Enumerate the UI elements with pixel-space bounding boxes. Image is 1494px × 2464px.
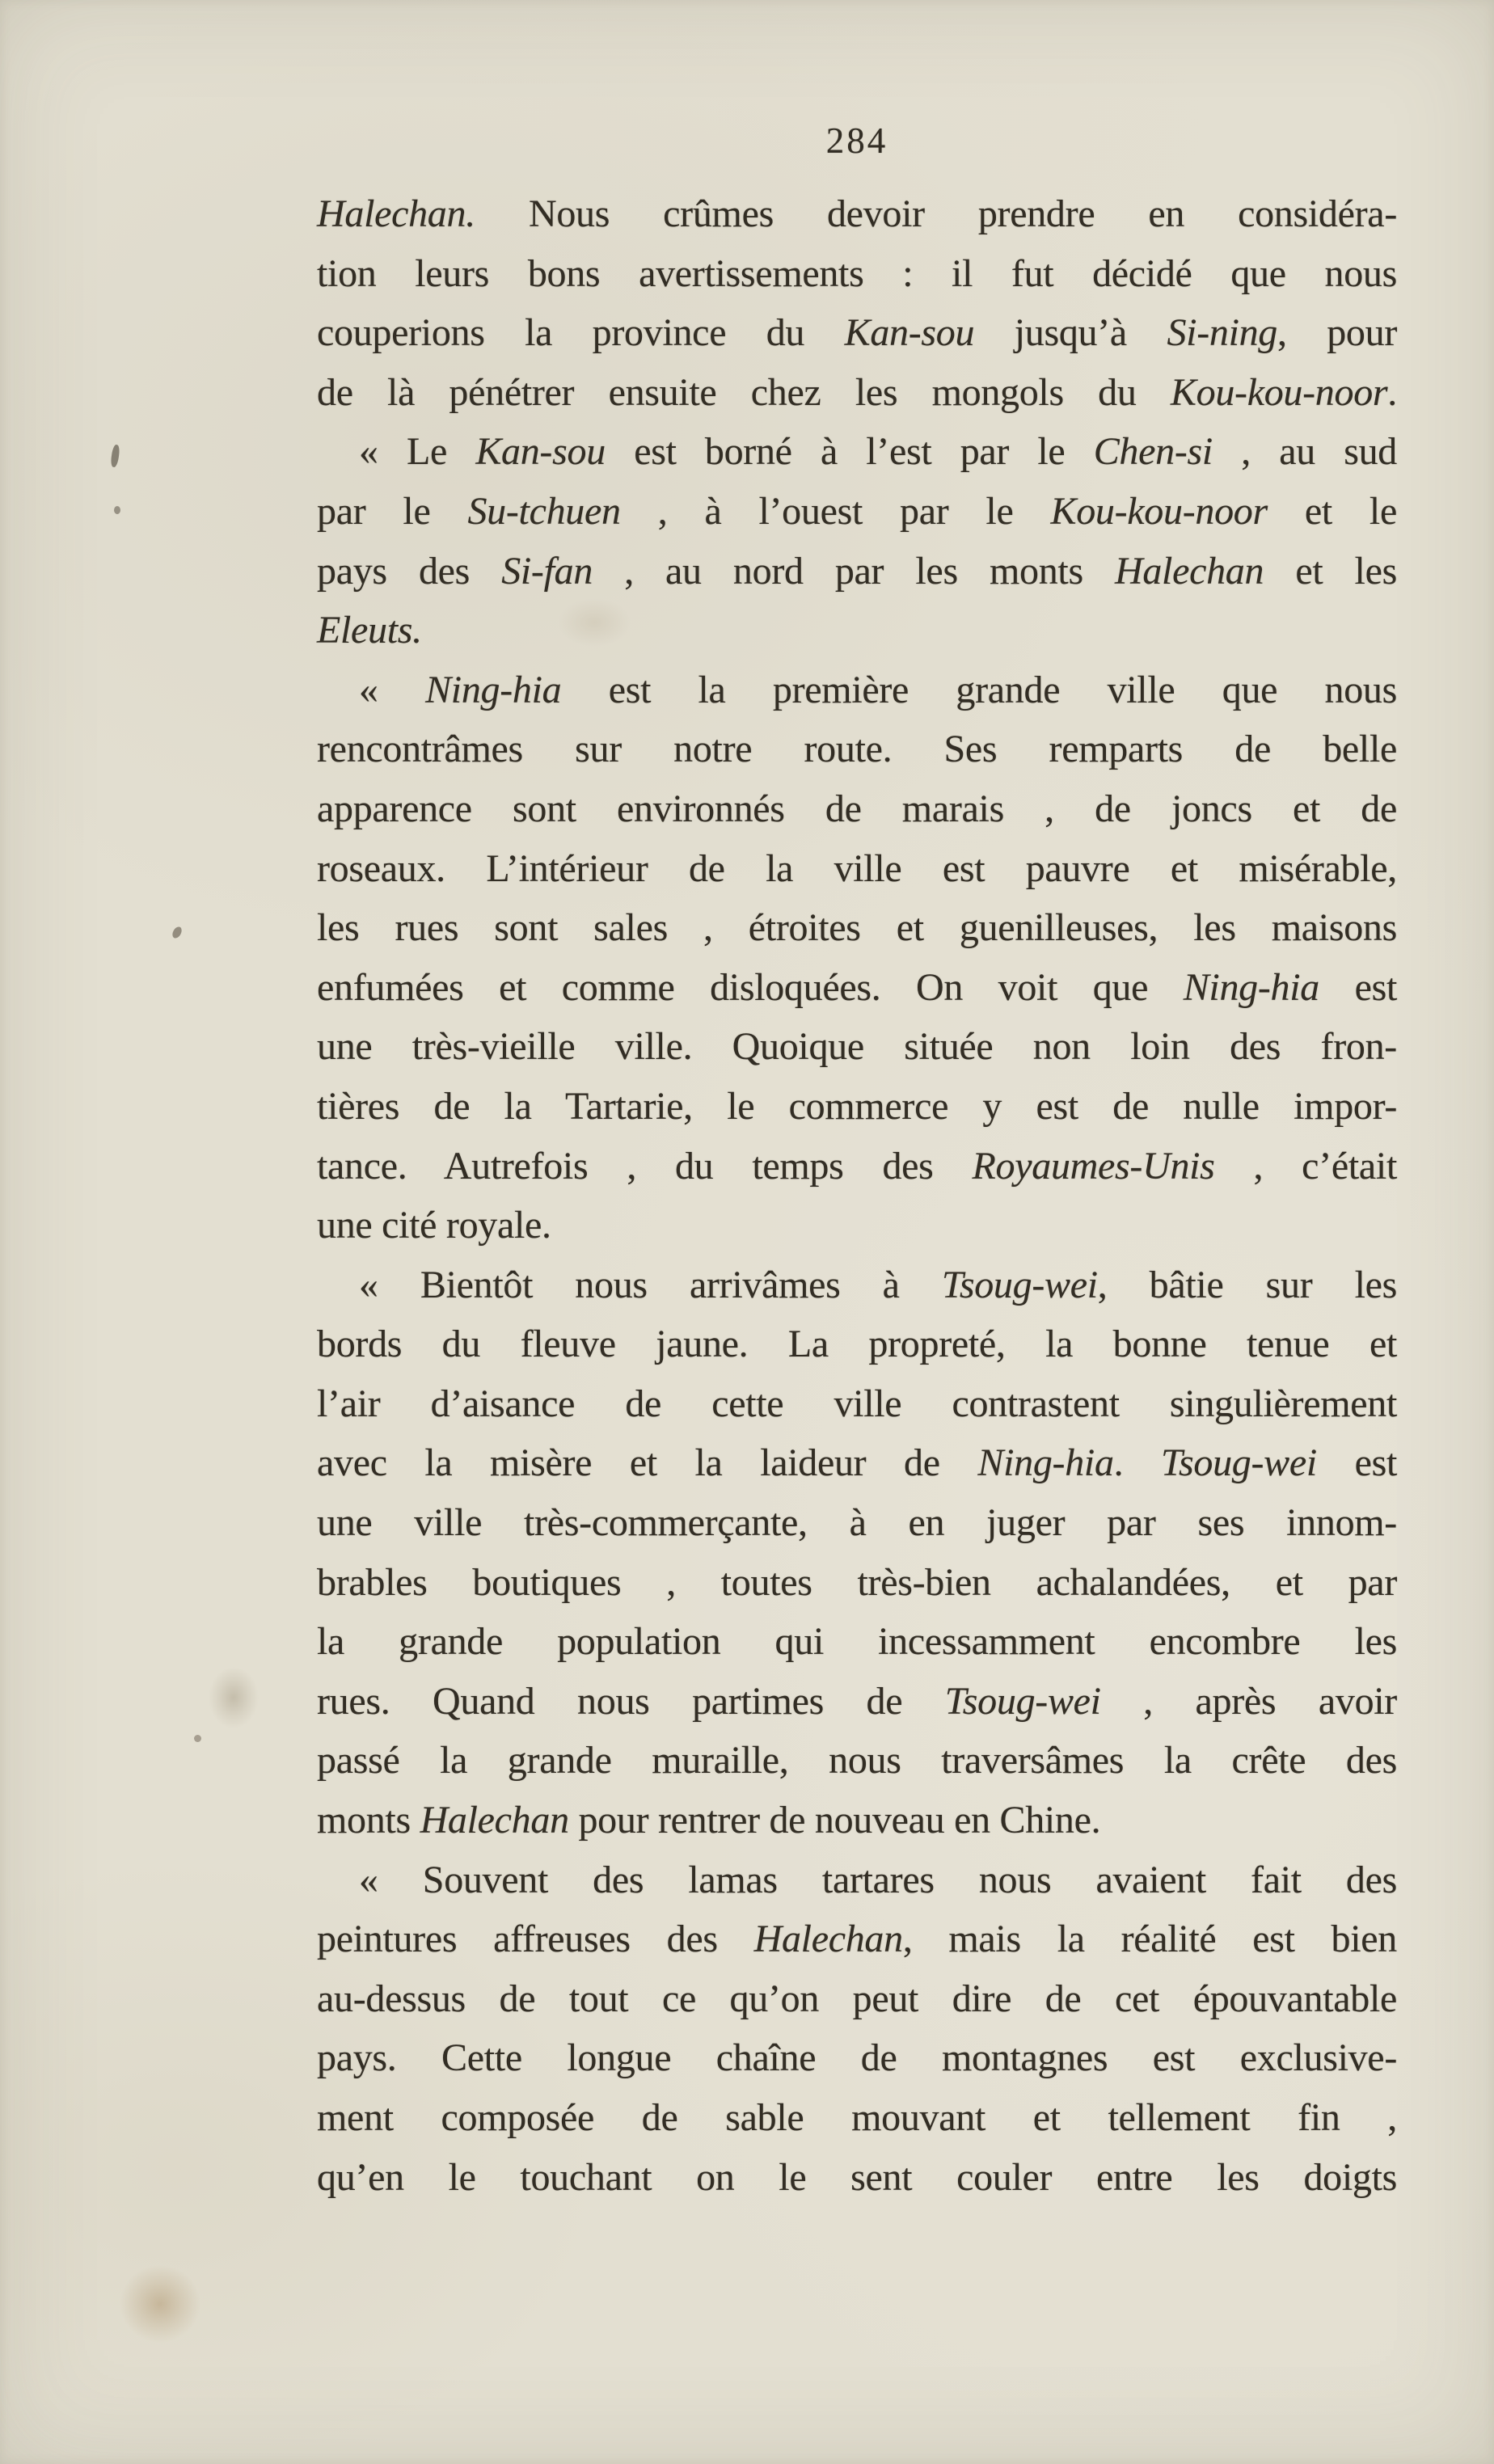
text-run: pays des <box>317 549 502 593</box>
text-run: , après avoir <box>1100 1679 1397 1723</box>
italic-run: Halechan <box>753 1918 903 1961</box>
text-line <box>317 303 1397 363</box>
italic-run: Halechan <box>420 1799 569 1842</box>
text-run: , à l’ouest par le <box>620 489 1051 533</box>
italic-run: Chen-si <box>1093 430 1213 474</box>
text-run: passé la grande muraille, nous traversâmes la crête des <box>317 1739 1397 1783</box>
text-run: « Le <box>359 430 476 474</box>
text-line <box>317 1791 1397 1850</box>
text-line <box>317 1314 1397 1374</box>
text-line <box>317 839 1397 899</box>
text-line <box>317 244 1397 304</box>
text-line <box>317 482 1397 542</box>
text-run: . <box>1113 1441 1162 1485</box>
text-run: monts <box>317 1799 420 1842</box>
italic-run: Kan-sou <box>475 430 606 474</box>
text-run: avec la misère et la laideur de <box>317 1441 978 1485</box>
text-run: , au nord par les monts <box>593 549 1115 593</box>
text-run: apparence sont environnés de marais , de joncs et de <box>317 787 1397 830</box>
italic-run: Ning-hia <box>977 1441 1114 1485</box>
text-run: rues. Quand nous partimes de <box>317 1679 945 1723</box>
text-line <box>317 363 1397 423</box>
text-run: « Souvent des lamas tartares nous avaient fait des <box>359 1858 1397 1901</box>
text-line <box>317 1909 1397 1969</box>
text-run: une cité royale. <box>317 1204 551 1247</box>
text-run: , au sud <box>1212 430 1397 474</box>
text-run: et les <box>1264 549 1397 593</box>
text-run: les rues sont sales , étroites et guenilleuses, les maisons <box>317 906 1397 950</box>
italic-run: Eleuts. <box>317 609 422 652</box>
text-run: est <box>1316 1441 1398 1485</box>
text-line <box>317 1077 1397 1137</box>
text-line <box>317 1850 1397 1910</box>
text-line <box>317 2088 1397 2148</box>
italic-run: Tsoug-wei <box>944 1679 1101 1723</box>
text-run: « <box>359 668 426 711</box>
italic-run: Ning-hia <box>425 668 562 711</box>
text-run: pour rentrer de nouveau en Chine. <box>568 1799 1101 1842</box>
text-line <box>317 719 1397 779</box>
italic-run: Tsoug-wei <box>1161 1441 1317 1485</box>
text-line <box>317 422 1397 482</box>
text-run: roseaux. L’intérieur de la ville est pauvre et misérable, <box>317 846 1397 890</box>
italic-run: Halechan. <box>317 192 475 235</box>
italic-run: Royaumes-Unis <box>972 1144 1215 1188</box>
text-run: est la première grande ville que nous <box>561 668 1397 711</box>
text-run: est <box>1319 965 1397 1009</box>
text-line <box>317 1433 1397 1493</box>
text-line <box>317 1374 1397 1434</box>
text-line <box>317 1493 1397 1553</box>
text-run: et le <box>1267 489 1397 533</box>
text-line <box>317 958 1397 1018</box>
text-run: , pour <box>1277 311 1398 355</box>
italic-run: Si-ning <box>1167 311 1278 355</box>
text-run: au-dessus de tout ce qu’on peut dire de cet épouvantable <box>317 1977 1397 2020</box>
ink-speck <box>171 926 183 939</box>
text-run: de là pénétrer ensuite chez les mongols du <box>317 370 1171 414</box>
text-line <box>317 1672 1397 1732</box>
text-run: rencontrâmes sur notre route. Ses remparts de belle <box>317 728 1397 771</box>
text-run: tion leurs bons avertissements : il fut décidé que nous <box>317 251 1397 295</box>
paper-stain <box>209 1667 259 1728</box>
text-line <box>317 1255 1397 1315</box>
italic-run: Su-tchuen <box>467 489 621 533</box>
italic-run: Tsoug-wei <box>941 1263 1098 1306</box>
text-line <box>317 542 1397 601</box>
body-text <box>317 184 1397 2207</box>
text-line <box>317 1612 1397 1672</box>
text-line <box>317 1969 1397 2029</box>
text-line <box>317 1553 1397 1613</box>
text-line <box>317 898 1397 958</box>
text-line <box>317 1017 1397 1077</box>
text-run: « Bientôt nous arrivâmes à <box>359 1263 942 1306</box>
text-run: bords du fleuve jaune. La propreté, la bonne tenue et <box>317 1323 1397 1366</box>
text-run: enfumées et comme disloquées. On voit que <box>317 965 1184 1009</box>
text-line <box>317 1731 1397 1791</box>
text-run: , c’était <box>1214 1144 1397 1188</box>
text-run: ment composée de sable mouvant et tellement fin , <box>317 2096 1397 2139</box>
text-run: l’air d’aisance de cette ville contrastent singulièrement <box>317 1382 1397 1425</box>
ink-speck <box>110 445 120 468</box>
text-line <box>317 1196 1397 1255</box>
text-run: couperions la province du <box>317 311 845 355</box>
italic-run: Halechan <box>1114 549 1264 593</box>
text-run: la grande population qui incessamment encombre les <box>317 1620 1397 1664</box>
text-run: Nous crûmes devoir prendre en considéra- <box>475 192 1397 235</box>
text-run: pays. Cette longue chaîne de montagnes est exclusive- <box>317 2036 1397 2080</box>
text-run: qu’en le touchant on le sent couler entre les doigts <box>317 2155 1397 2199</box>
text-run: tières de la Tartarie, le commerce y est de nulle impor- <box>317 1084 1397 1128</box>
text-line <box>317 1137 1397 1196</box>
text-run: par le <box>317 489 468 533</box>
ink-speck <box>114 506 120 514</box>
italic-run: Si-fan <box>501 549 593 593</box>
text-run: est borné à l’est par le <box>605 430 1094 474</box>
text-run: , bâtie sur les <box>1097 1263 1397 1306</box>
text-line <box>317 660 1397 720</box>
italic-run: Kou-kou-noor <box>1170 370 1388 414</box>
text-line <box>317 779 1397 839</box>
text-run: une ville très-commerçante, à en juger par ses innom- <box>317 1501 1397 1545</box>
text-run: une très-vieille ville. Quoique située non loin des fron- <box>317 1025 1397 1069</box>
text-run: tance. Autrefois , du temps des <box>317 1144 973 1188</box>
text-run: . <box>1387 370 1397 414</box>
text-line <box>317 601 1397 660</box>
paper-stain <box>120 2265 200 2343</box>
italic-run: Kou-kou-noor <box>1050 489 1268 533</box>
text-line <box>317 2028 1397 2088</box>
text-run: , mais la réalité est bien <box>902 1918 1397 1961</box>
italic-run: Ning-hia <box>1183 965 1319 1009</box>
text-run: peintures affreuses des <box>317 1918 754 1961</box>
text-line <box>317 184 1397 244</box>
page-number: 284 <box>825 120 888 161</box>
text-run: jusqu’à <box>974 311 1167 355</box>
text-line <box>317 2148 1397 2208</box>
ink-speck <box>194 1735 201 1742</box>
italic-run: Kan-sou <box>844 311 975 355</box>
text-run: brables boutiques , toutes très-bien achalandées, et par <box>317 1560 1397 1604</box>
